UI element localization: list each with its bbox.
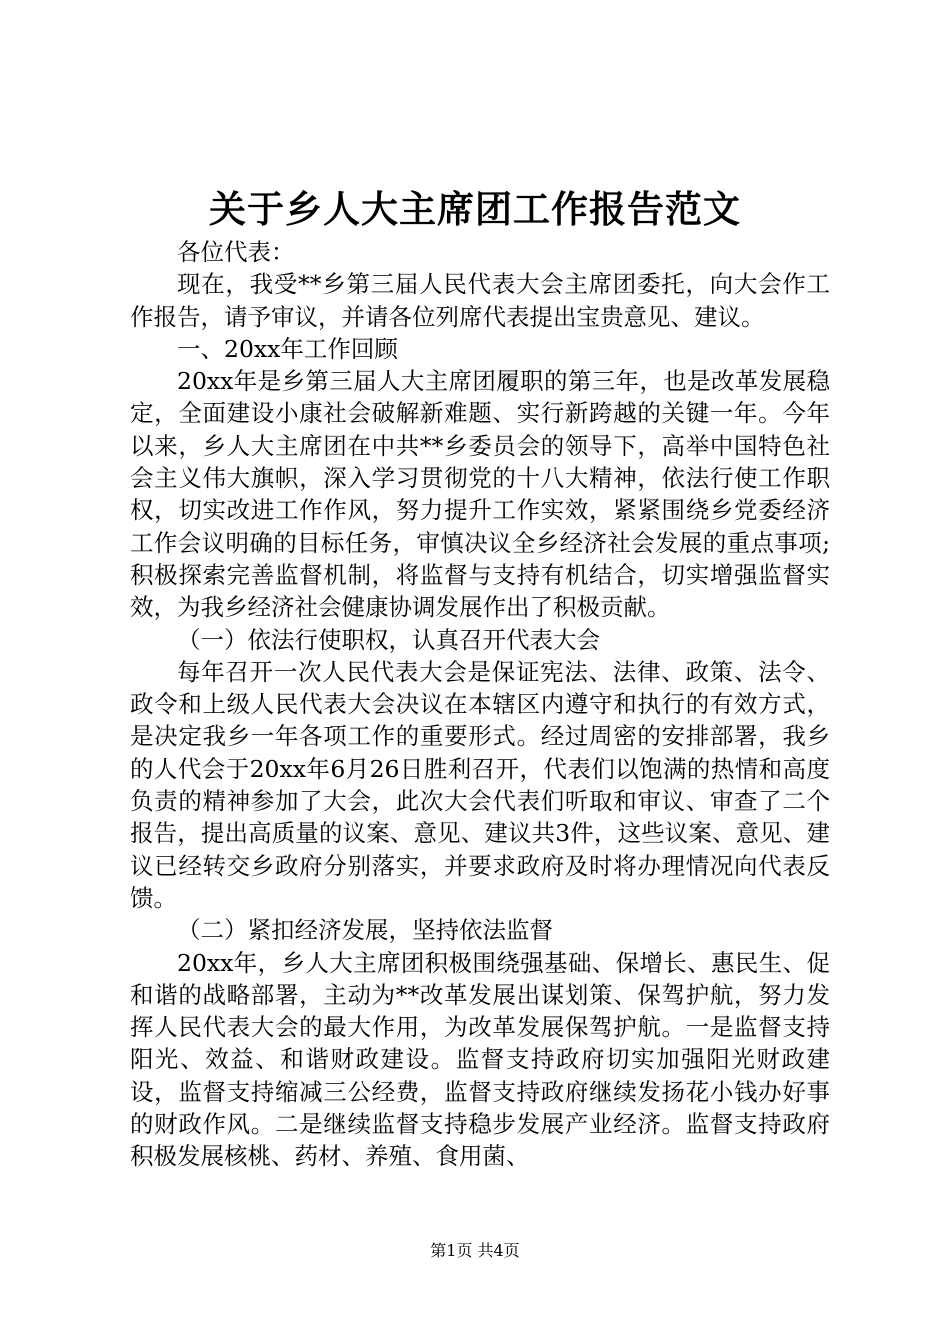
document-title: 关于乡人大主席团工作报告范文	[209, 187, 741, 231]
document-body	[130, 236, 830, 1173]
subsection-heading-2: （二）紧扣经济发展，坚持依法监督	[177, 916, 553, 945]
paragraph-supervision: 20xx年，乡人大主席团积极围绕强基础、保增长、惠民生、促和谐的战略部署，主动为**改革发展出谋划策、保驾护航，努力发挥人民代表大会的最大作用，为改革发展保驾护航。一是监督支持阳光、效益、和谐财政建设。监督支持政府切实加强阳光财政建设，监督支持缩减三公经费，监督支持政府继续发扬花小钱办好事的财政作风。二是继续监督支持稳步发展产业经济。监督支持政府积极发展核桃、药材、养殖、食用菌、	[130, 948, 830, 1171]
subsection-heading-1: （一）依法行使职权，认真召开代表大会	[177, 625, 600, 654]
page-number: 第1页 共4页	[430, 1241, 520, 1260]
paragraph-intro: 现在，我受**乡第三届人民代表大会主席团委托，向大会作工作报告，请予审议，并请各位列席代表提出宝贵意见、建议。	[130, 270, 830, 331]
salutation: 各位代表：	[177, 238, 295, 266]
paragraph-review: 20xx年是乡第三届人大主席团履职的第三年，也是改革发展稳定，全面建设小康社会破解新难题、实行新跨越的关键一年。今年以来，乡人大主席团在中共**乡委员会的领导下，高举中国特色社会主义伟大旗帜，深入学习贯彻党的十八大精神，依法行使工作职权，切实改进工作作风，努力提升工作实效，紧紧围绕乡党委经济工作会议明确的目标任务，审慎决议全乡经济社会发展的重点事项;积极探索完善监督机制，将监督与支持有机结合，切实增强监督实效，为我乡经济社会健康协调发展作出了积极贡献。	[130, 367, 830, 622]
paragraph-congress: 每年召开一次人民代表大会是保证宪法、法律、政策、法令、政令和上级人民代表大会决议在本辖区内遵守和执行的有效方式，是决定我乡一年各项工作的重要形式。经过周密的安排部署，我乡的人代会于20xx年6月26日胜利召开，代表们以饱满的热情和高度负责的精神参加了大会，此次大会代表们听取和审议、审查了二个报告，提出高质量的议案、意见、建议共3件，这些议案、意见、建议已经转交乡政府分别落实，并要求政府及时将办理情况向代表反馈。	[130, 657, 830, 912]
section-heading-1: 一、20xx年工作回顾	[177, 334, 398, 363]
